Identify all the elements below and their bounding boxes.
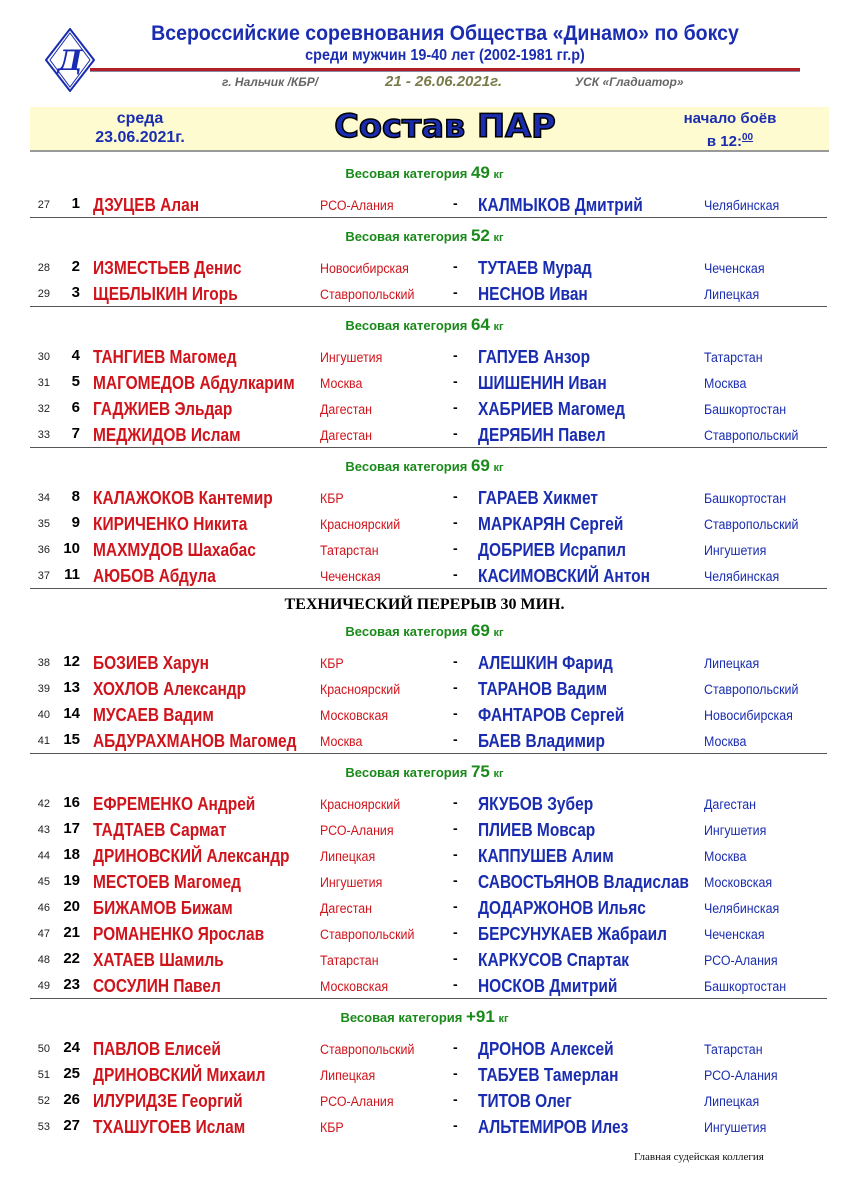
- red-corner-name: ПАВЛОВ Елисей: [93, 1039, 221, 1059]
- red-corner-name: РОМАНЕНКО Ярослав: [93, 924, 265, 944]
- bout-row: [0, 790, 849, 816]
- weight-label: Весовая категория: [345, 459, 468, 474]
- start-minutes: 00: [741, 132, 754, 143]
- header-divider: [90, 68, 800, 72]
- bout-number: 37: [37, 570, 50, 582]
- bout-row: [0, 562, 849, 588]
- red-corner-name: АЮБОВ Абдула: [93, 566, 216, 586]
- pair-number: 19: [63, 872, 80, 889]
- versus-dash: -: [453, 347, 458, 363]
- versus-dash: -: [453, 1091, 458, 1107]
- blue-corner-region: Челябинская: [704, 901, 780, 916]
- red-corner-region: Красноярский: [320, 517, 401, 532]
- red-corner-name: ТАДТАЕВ Сармат: [93, 820, 227, 840]
- bout-number: 35: [37, 518, 50, 530]
- blue-corner-region: Чеченская: [704, 927, 765, 942]
- technical-break: ТЕХНИЧЕСКИЙ ПЕРЕРЫВ 30 МИН.: [284, 596, 565, 613]
- blue-corner-name: ФАНТАРОВ Сергей: [478, 705, 625, 725]
- red-corner-name: ИЛУРИДЗЕ Георгий: [93, 1091, 243, 1111]
- weight-category-header: [0, 613, 849, 649]
- bout-number: 40: [37, 709, 50, 721]
- event-dates: 21 - 26.06.2021г.: [385, 73, 503, 90]
- bout-number: 39: [37, 683, 50, 695]
- red-corner-region: Московская: [320, 979, 389, 994]
- bout-number: 38: [37, 657, 50, 669]
- red-corner-name: МАХМУДОВ Шахабас: [93, 540, 256, 560]
- blue-corner-region: Чеченская: [704, 261, 765, 276]
- versus-dash: -: [453, 1039, 458, 1055]
- event-venue: УСК «Гладиатор»: [575, 75, 684, 89]
- red-corner-region: РСО-Алания: [320, 823, 394, 838]
- versus-dash: -: [453, 794, 458, 810]
- red-corner-name: ЩЕБЛЫКИН Игорь: [93, 284, 238, 304]
- versus-dash: -: [453, 1065, 458, 1081]
- versus-dash: -: [453, 540, 458, 556]
- pair-number: 11: [64, 566, 80, 583]
- blue-corner-name: ТИТОВ Олег: [478, 1091, 572, 1111]
- pair-number: 8: [71, 488, 80, 505]
- bout-number: 45: [37, 876, 50, 888]
- blue-corner-name: БАЕВ Владимир: [478, 731, 605, 751]
- blue-corner-name: АЛЕШКИН Фарид: [478, 653, 613, 673]
- red-corner-region: Липецкая: [320, 849, 376, 864]
- weight-value: 69: [470, 621, 490, 640]
- pair-number: 2: [71, 258, 80, 275]
- blue-corner-name: АЛЬТЕМИРОВ Илез: [478, 1117, 629, 1137]
- bout-row: [0, 395, 849, 421]
- bout-number: 28: [37, 262, 50, 274]
- bout-number: 43: [37, 824, 50, 836]
- red-corner-region: КБР: [320, 656, 344, 671]
- versus-dash: -: [453, 924, 458, 940]
- pair-number: 13: [63, 679, 80, 696]
- bout-number: 49: [37, 980, 50, 992]
- versus-dash: -: [453, 950, 458, 966]
- bout-number: 29: [37, 288, 50, 300]
- red-corner-name: ХОХЛОВ Александр: [93, 679, 247, 699]
- weight-label: Весовая категория: [345, 765, 468, 780]
- red-corner-region: Новосибирская: [320, 261, 409, 276]
- bout-number: 52: [37, 1095, 50, 1107]
- bout-row: [0, 254, 849, 280]
- blue-corner-name: ПЛИЕВ Мовсар: [478, 820, 596, 840]
- versus-dash: -: [453, 872, 458, 888]
- pair-number: 18: [63, 846, 80, 863]
- versus-dash: -: [453, 399, 458, 415]
- bout-row: [0, 649, 849, 675]
- red-corner-region: Ингушетия: [320, 875, 383, 890]
- blue-corner-name: ГАПУЕВ Анзор: [478, 347, 591, 367]
- bout-row: [0, 894, 849, 920]
- red-corner-name: БОЗИЕВ Харун: [93, 653, 209, 673]
- red-corner-name: ИЗМЕСТЬЕВ Денис: [93, 258, 242, 278]
- red-corner-region: Ставропольский: [320, 927, 415, 942]
- weight-unit: кг: [493, 321, 504, 333]
- red-corner-region: Ставропольский: [320, 1042, 415, 1057]
- weight-unit: кг: [493, 169, 504, 181]
- blue-corner-name: ДОДАРЖОНОВ Ильяс: [478, 898, 646, 918]
- red-corner-region: КБР: [320, 1120, 344, 1135]
- bouts-list: [0, 155, 849, 1139]
- weight-category-header: [0, 218, 849, 254]
- bout-number: 46: [37, 902, 50, 914]
- bout-number: 48: [37, 954, 50, 966]
- red-corner-region: Московская: [320, 708, 389, 723]
- red-corner-region: КБР: [320, 491, 344, 506]
- red-corner-region: Красноярский: [320, 797, 401, 812]
- bout-row: [0, 1113, 849, 1139]
- bout-number: 32: [37, 403, 50, 415]
- footer-signature: Главная судейская коллегия: [634, 1151, 764, 1163]
- event-title: Всероссийские соревнования Общества «Динамо» по боксу: [151, 22, 739, 45]
- blue-corner-region: Ингушетия: [704, 1120, 767, 1135]
- blue-corner-name: ГАРАЕВ Хикмет: [478, 488, 598, 508]
- weight-value: 69: [470, 456, 490, 475]
- pair-number: 17: [63, 820, 80, 837]
- blue-corner-region: Липецкая: [704, 1094, 760, 1109]
- red-corner-region: Дагестан: [320, 428, 373, 443]
- bout-row: [0, 727, 849, 753]
- bout-row: [0, 920, 849, 946]
- blue-corner-name: БЕРСУНУКАЕВ Жабраил: [478, 924, 668, 944]
- pair-number: 22: [63, 950, 80, 967]
- bout-number: 30: [37, 351, 50, 363]
- blue-corner-region: Ингушетия: [704, 543, 767, 558]
- versus-dash: -: [453, 195, 458, 211]
- red-corner-name: ДРИНОВСКИЙ Александр: [93, 846, 290, 866]
- bout-number: 34: [37, 492, 50, 504]
- dynamo-logo: [45, 28, 95, 92]
- pair-number: 15: [63, 731, 80, 748]
- versus-dash: -: [453, 258, 458, 274]
- pair-number: 4: [71, 347, 80, 364]
- weight-value: 52: [470, 226, 490, 245]
- red-corner-region: РСО-Алания: [320, 198, 394, 213]
- bout-row: [0, 1061, 849, 1087]
- blue-corner-region: Дагестан: [704, 797, 757, 812]
- pair-number: 25: [63, 1065, 80, 1082]
- blue-corner-region: РСО-Алания: [704, 953, 778, 968]
- blue-corner-region: Ставропольский: [704, 517, 799, 532]
- bout-number: 47: [37, 928, 50, 940]
- pair-number: 9: [71, 514, 80, 531]
- blue-corner-name: МАРКАРЯН Сергей: [478, 514, 624, 534]
- weight-unit: кг: [493, 232, 504, 244]
- pair-number: 3: [71, 284, 80, 301]
- blue-corner-region: Новосибирская: [704, 708, 793, 723]
- versus-dash: -: [453, 653, 458, 669]
- start-label: начало боёв: [683, 110, 777, 127]
- blue-corner-region: Московская: [704, 875, 773, 890]
- blue-corner-name: КАППУШЕВ Алим: [478, 846, 614, 866]
- blue-corner-name: ТАРАНОВ Вадим: [478, 679, 608, 699]
- weight-value: 49: [470, 163, 490, 182]
- red-corner-region: Чеченская: [320, 569, 381, 584]
- blue-corner-region: Липецкая: [704, 287, 760, 302]
- red-corner-name: МЕДЖИДОВ Ислам: [93, 425, 241, 445]
- bout-row: [0, 701, 849, 727]
- blue-corner-name: ДЕРЯБИН Павел: [478, 425, 606, 445]
- versus-dash: -: [453, 705, 458, 721]
- blue-corner-region: Челябинская: [704, 198, 780, 213]
- blue-corner-name: ШИШЕНИН Иван: [478, 373, 607, 393]
- blue-corner-name: ХАБРИЕВ Магомед: [478, 399, 625, 419]
- red-corner-name: КАЛАЖОКОВ Кантемир: [93, 488, 273, 508]
- versus-dash: -: [453, 1117, 458, 1133]
- bout-row: [0, 369, 849, 395]
- start-time: в 12:: [706, 133, 742, 150]
- bout-row: [0, 946, 849, 972]
- red-corner-region: Москва: [320, 734, 363, 749]
- versus-dash: -: [453, 425, 458, 441]
- red-corner-name: МУСАЕВ Вадим: [93, 705, 214, 725]
- bout-number: 42: [37, 798, 50, 810]
- versus-dash: -: [453, 284, 458, 300]
- versus-dash: -: [453, 488, 458, 504]
- red-corner-name: ДЗУЦЕВ Алан: [93, 195, 200, 215]
- red-corner-name: ЕФРЕМЕНКО Андрей: [93, 794, 256, 814]
- weight-label: Весовая категория: [345, 624, 468, 639]
- weight-label: Весовая категория: [345, 229, 468, 244]
- blue-corner-region: Башкортостан: [704, 402, 787, 417]
- bout-row: [0, 421, 849, 447]
- pair-number: 1: [71, 195, 80, 212]
- weight-unit: кг: [493, 627, 504, 639]
- event-city: г. Нальчик /КБР/: [222, 75, 319, 89]
- blue-corner-region: Ставропольский: [704, 682, 799, 697]
- blue-corner-region: РСО-Алания: [704, 1068, 778, 1083]
- red-corner-region: Ингушетия: [320, 350, 383, 365]
- bout-number: 27: [37, 199, 50, 211]
- weight-label: Весовая категория: [345, 318, 468, 333]
- blue-corner-name: КАРКУСОВ Спартак: [478, 950, 630, 970]
- start-info: [660, 109, 800, 151]
- blue-corner-region: Башкортостан: [704, 491, 787, 506]
- blue-corner-name: ДРОНОВ Алексей: [478, 1039, 614, 1059]
- versus-dash: -: [453, 514, 458, 530]
- red-corner-name: ТХАШУГОЕВ Ислам: [93, 1117, 246, 1137]
- blue-corner-region: Татарстан: [704, 1042, 763, 1057]
- bout-number: 31: [37, 377, 50, 389]
- bout-row: [0, 536, 849, 562]
- weight-value: 75: [470, 762, 490, 781]
- pair-number: 7: [71, 425, 80, 442]
- weight-unit: кг: [493, 768, 504, 780]
- versus-dash: -: [453, 566, 458, 582]
- pair-number: 14: [63, 705, 80, 722]
- red-corner-name: ДРИНОВСКИЙ Михаил: [93, 1065, 266, 1085]
- red-corner-region: Красноярский: [320, 682, 401, 697]
- weight-unit: кг: [498, 1013, 509, 1025]
- pair-number: 24: [63, 1039, 80, 1056]
- red-corner-name: МАГОМЕДОВ Абдулкарим: [93, 373, 295, 393]
- blue-corner-region: Липецкая: [704, 656, 760, 671]
- red-corner-region: Липецкая: [320, 1068, 376, 1083]
- weight-category-header: [0, 155, 849, 191]
- weight-value: +91: [465, 1007, 495, 1026]
- weekday: среда: [116, 110, 164, 127]
- blue-corner-name: ЯКУБОВ Зубер: [478, 794, 594, 814]
- pair-number: 12: [63, 653, 80, 670]
- bout-row: [0, 343, 849, 369]
- blue-corner-region: Ингушетия: [704, 823, 767, 838]
- pair-number: 27: [63, 1117, 80, 1134]
- bout-row: [0, 816, 849, 842]
- blue-corner-name: НОСКОВ Дмитрий: [478, 976, 618, 996]
- pair-number: 26: [63, 1091, 80, 1108]
- weight-value: 64: [470, 315, 490, 334]
- red-corner-region: Дагестан: [320, 402, 373, 417]
- blue-corner-name: НЕСНОВ Иван: [478, 284, 588, 304]
- blue-corner-name: КАЛМЫКОВ Дмитрий: [478, 195, 643, 215]
- blue-corner-region: Москва: [704, 734, 747, 749]
- bout-row: [0, 675, 849, 701]
- bout-number: 33: [37, 429, 50, 441]
- bout-number: 50: [37, 1043, 50, 1055]
- bout-number: 44: [37, 850, 50, 862]
- red-corner-name: ТАНГИЕВ Магомед: [93, 347, 237, 367]
- versus-dash: -: [453, 820, 458, 836]
- svg-text:Д: Д: [57, 44, 83, 77]
- bout-row: [0, 1035, 849, 1061]
- bout-number: 36: [37, 544, 50, 556]
- blue-corner-region: Москва: [704, 376, 747, 391]
- blue-corner-region: Татарстан: [704, 350, 763, 365]
- weight-label: Весовая категория: [345, 166, 468, 181]
- versus-dash: -: [453, 373, 458, 389]
- blue-corner-name: КАСИМОВСКИЙ Антон: [478, 566, 650, 586]
- pair-number: 5: [71, 373, 80, 390]
- blue-corner-name: ТАБУЕВ Тамерлан: [478, 1065, 619, 1085]
- red-corner-region: Татарстан: [320, 953, 379, 968]
- red-corner-name: ГАДЖИЕВ Эльдар: [93, 399, 233, 419]
- red-corner-region: РСО-Алания: [320, 1094, 394, 1109]
- bout-number: 51: [37, 1069, 50, 1081]
- blue-corner-region: Ставропольский: [704, 428, 799, 443]
- bout-number: 41: [37, 735, 50, 747]
- weight-label: Весовая категория: [340, 1010, 463, 1025]
- red-corner-region: Дагестан: [320, 901, 373, 916]
- blue-corner-region: Башкортостан: [704, 979, 787, 994]
- blue-corner-name: ДОБРИЕВ Исрапил: [478, 540, 626, 560]
- event-subtitle: среди мужчин 19-40 лет (2002-1981 гг.р): [305, 47, 585, 64]
- red-corner-name: ХАТАЕВ Шамиль: [93, 950, 224, 970]
- bout-row: [0, 972, 849, 998]
- pair-number: 6: [71, 399, 80, 416]
- day-info: [60, 109, 220, 147]
- bout-row: [0, 484, 849, 510]
- blue-corner-name: САВОСТЬЯНОВ Владислав: [478, 872, 689, 892]
- blue-corner-region: Москва: [704, 849, 747, 864]
- red-corner-region: Ставропольский: [320, 287, 415, 302]
- red-corner-name: БИЖАМОВ Бижам: [93, 898, 233, 918]
- red-corner-name: АБДУРАХМАНОВ Магомед: [93, 731, 297, 751]
- versus-dash: -: [453, 898, 458, 914]
- versus-dash: -: [453, 731, 458, 747]
- versus-dash: -: [453, 679, 458, 695]
- red-corner-name: СОСУЛИН Павел: [93, 976, 221, 996]
- blue-corner-region: Челябинская: [704, 569, 780, 584]
- red-corner-region: Москва: [320, 376, 363, 391]
- pair-number: 21: [63, 924, 80, 941]
- versus-dash: -: [453, 976, 458, 992]
- weight-category-header: [0, 307, 849, 343]
- pair-number: 16: [63, 794, 80, 811]
- bout-number: 53: [37, 1121, 50, 1133]
- bout-row: [0, 842, 849, 868]
- weight-unit: кг: [493, 462, 504, 474]
- bout-row: [0, 280, 849, 306]
- page-title: Состав ПАР: [334, 107, 556, 145]
- bout-row: [0, 868, 849, 894]
- pair-number: 20: [63, 898, 80, 915]
- bout-row: [0, 1087, 849, 1113]
- red-corner-name: МЕСТОЕВ Магомед: [93, 872, 242, 892]
- bout-row: [0, 191, 849, 217]
- red-corner-region: Татарстан: [320, 543, 379, 558]
- pair-number: 23: [63, 976, 80, 993]
- versus-dash: -: [453, 846, 458, 862]
- blue-corner-name: ТУТАЕВ Мурад: [478, 258, 592, 278]
- bout-row: [0, 510, 849, 536]
- date: 23.06.2021г.: [95, 129, 185, 146]
- pair-number: 10: [63, 540, 80, 557]
- weight-category-header: [0, 754, 849, 790]
- weight-category-header: [0, 448, 849, 484]
- red-corner-name: КИРИЧЕНКО Никита: [93, 514, 248, 534]
- weight-category-header: [0, 999, 849, 1035]
